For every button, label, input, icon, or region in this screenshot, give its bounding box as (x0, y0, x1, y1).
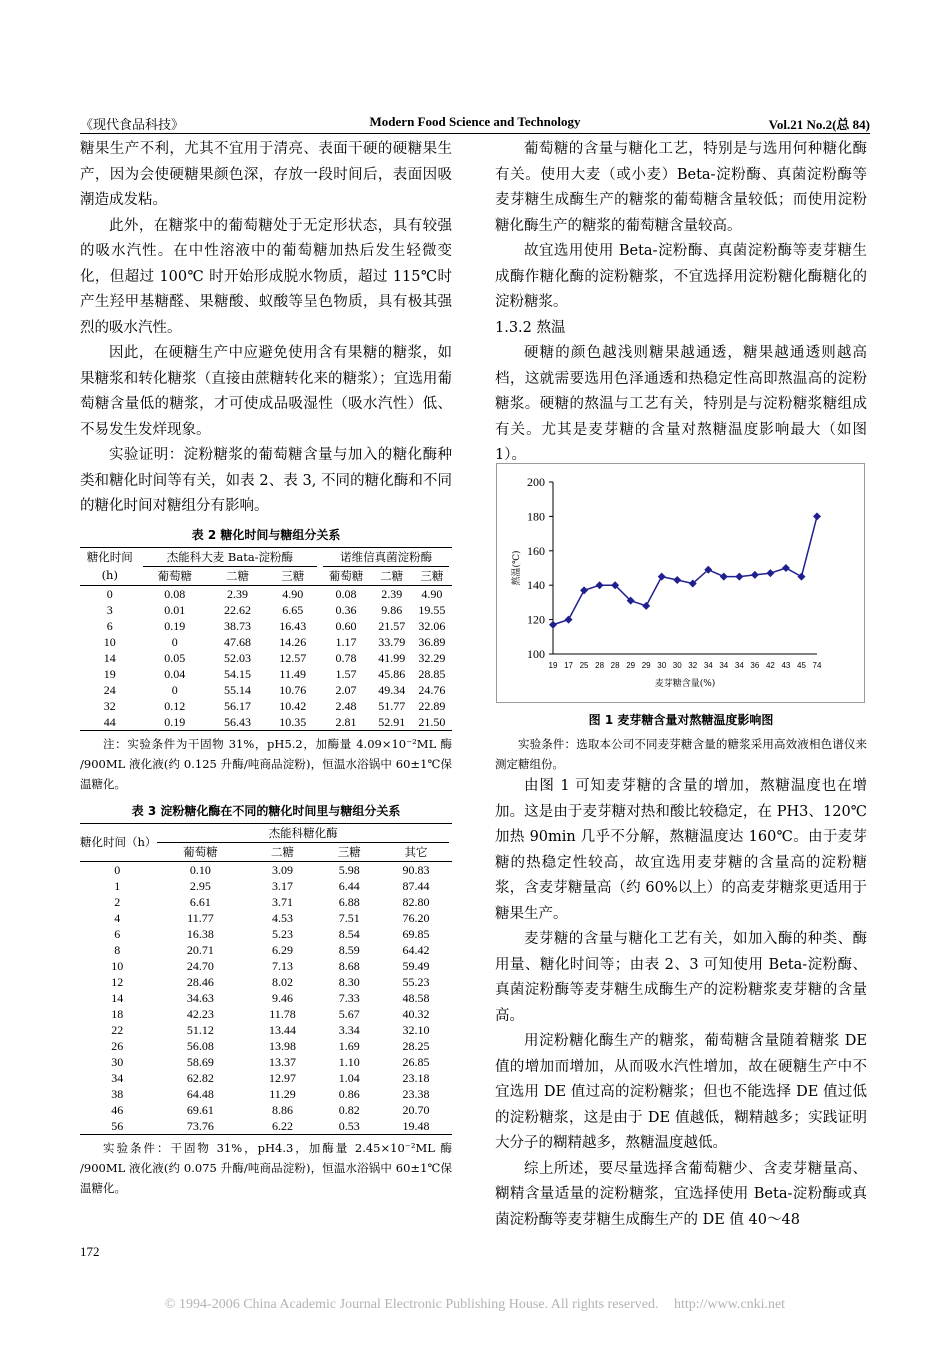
table-cell: 3.17 (272, 878, 293, 893)
table2-group1-header: 杰能科大麦 Bata-淀粉酶 (143, 548, 317, 567)
table-subheader: 三糖 (319, 843, 380, 862)
paragraph: 麦芽糖的含量与糖化工艺有关，如加入酶的种类、酶用量、糖化时间等；由表 2、3 可知使用 Beta-淀粉酶、真菌淀粉酶等麦芽糖生成酶生产的淀粉糖浆麦芽糖的含量高。 (495, 931, 867, 1024)
table-cell: 0.19 (140, 714, 210, 731)
paragraph: 由图 1 可知麦芽糖的含量的增加，熬糖温度也在增加。这是由于麦芽糖对热和酸比较稳定，在 PH3、120℃加热 90min 几乎不分解，熬糖温度达 160℃。由于麦芽糖的热稳定性较高，故宜选用麦芽糖的含量高的淀粉糖浆，含麦芽糖量高（约 60%以上）的高麦芽糖浆更适用于糖果生产。 (495, 778, 867, 922)
x-tick-label: 30 (657, 661, 667, 670)
table2-group2-header: 诺维信真菌淀粉酶 (323, 548, 449, 567)
table-cell: 8 (114, 942, 121, 957)
table-cell: 6.61 (189, 894, 211, 909)
table-cell: 2.95 (189, 878, 211, 893)
table-row (80, 1086, 452, 1102)
table-cell: 12.57 (279, 650, 307, 665)
table-row (80, 990, 452, 1006)
table-cell: 18 (111, 1006, 124, 1021)
table-cell: 1.17 (335, 634, 357, 649)
table-cell: 47.68 (224, 634, 252, 649)
table-row (80, 1038, 452, 1054)
table-cell: 3 (106, 602, 113, 617)
table-cell: 22 (111, 1022, 124, 1037)
table-cell: 28.46 (186, 974, 214, 989)
table-row (80, 714, 452, 731)
table-cell: 38.73 (224, 618, 252, 633)
table-cell: 6.44 (338, 878, 360, 893)
table-cell: 4.53 (272, 910, 293, 925)
table-cell: 10.42 (279, 698, 307, 713)
table-cell: 4.90 (421, 586, 443, 601)
table3 (80, 823, 452, 1135)
data-point (720, 573, 728, 581)
table-cell: 5.23 (272, 926, 293, 941)
y-tick-label: 120 (527, 612, 545, 627)
table-cell: 20.70 (402, 1102, 430, 1117)
figure-1-note: 实验条件：选取本公司不同麦芽糖含量的糖浆采用高效液相色谱仪来测定糖组份。 (495, 737, 867, 771)
data-point (782, 564, 790, 572)
table-row (80, 650, 452, 666)
table-cell: 34 (111, 1070, 124, 1085)
table-cell: 76.20 (402, 910, 430, 925)
table2 (80, 547, 452, 731)
table-cell: 2.07 (335, 682, 357, 697)
table-cell: 48.58 (402, 990, 430, 1005)
table-cell: 11.77 (187, 910, 214, 925)
table-cell: 16.43 (279, 618, 307, 633)
paragraph: 综上所述，要尽量选择含葡萄糖少、含麦芽糖量高、糊精含量适量的淀粉糖浆，宜选择使用 Beta-淀粉酶或真菌淀粉酶等麦芽糖生成酶生产的 DE 值 40～48 (495, 1160, 867, 1228)
y-tick-label: 160 (527, 543, 545, 558)
table-subheader: 三糖 (265, 567, 320, 586)
table-cell: 42.23 (186, 1006, 214, 1021)
table-cell: 13.37 (269, 1054, 296, 1069)
table3-time-header: 糖化时间（h） (80, 823, 154, 861)
table-cell: 0.08 (335, 586, 357, 601)
table-cell: 3.34 (338, 1022, 360, 1037)
table-row (80, 698, 452, 714)
table-cell: 3.71 (272, 894, 293, 909)
table-cell: 36.89 (418, 634, 446, 649)
table-cell: 1.69 (338, 1038, 360, 1053)
table-cell: 1.57 (335, 666, 357, 681)
table-cell: 14.26 (279, 634, 307, 649)
data-point (735, 573, 743, 581)
table-cell: 20.71 (186, 942, 214, 957)
table3-note: 实验条件：干固物 31%，pH4.3，加酶量 2.45×10⁻²ML 酶 /900ML 液化液(约 0.075 升酶/吨商品淀粉)，恒温水浴锅中 60±1℃保温糖化。 (80, 1140, 452, 1195)
table-cell: 24.70 (186, 958, 214, 973)
running-header (80, 114, 870, 134)
table-cell: 44 (80, 714, 140, 731)
table-cell: 69.85 (402, 926, 430, 941)
table-cell: 32.10 (402, 1022, 430, 1037)
table-cell: 7.51 (338, 910, 360, 925)
table-cell: 38 (111, 1086, 124, 1101)
x-tick-label: 32 (688, 661, 698, 670)
table-cell: 52.91 (372, 714, 412, 731)
issue-info: Vol.21 No.2(总 84) (768, 117, 870, 132)
table-cell: 7.13 (272, 958, 293, 973)
table-cell: 0.08 (164, 586, 186, 601)
table-cell: 0.53 (319, 1118, 380, 1135)
table-row (80, 861, 452, 878)
table-cell: 2.81 (320, 714, 371, 731)
x-axis-label: 麦芽糖含量(%) (654, 679, 716, 689)
data-point (673, 576, 681, 584)
table-subheader: 二糖 (246, 843, 318, 862)
table-row (80, 942, 452, 958)
table-cell: 21.57 (378, 618, 406, 633)
table-cell: 6 (106, 618, 113, 633)
table-cell: 6.22 (246, 1118, 318, 1135)
table-cell: 0 (171, 682, 178, 697)
x-tick-label: 42 (765, 661, 775, 670)
table-subheader: 二糖 (372, 567, 412, 586)
table-subheader: 葡萄糖 (320, 567, 371, 586)
table-cell: 32.06 (418, 618, 446, 633)
y-tick-label: 140 (527, 578, 545, 593)
x-tick-label: 36 (750, 661, 760, 670)
x-tick-label: 34 (719, 661, 729, 670)
table-cell: 34.63 (186, 990, 214, 1005)
paragraph: 故宜选用使用 Beta-淀粉酶、真菌淀粉酶等麦芽糖生成酶作糖化酶的淀粉糖浆，不宜选择用淀粉糖化酶糖化的淀粉糖浆。 (495, 243, 867, 310)
table-row (80, 910, 452, 926)
table-cell: 5.98 (338, 862, 360, 877)
table-cell: 8.30 (338, 974, 360, 989)
table-cell: 73.76 (154, 1118, 246, 1135)
paragraph: 葡萄糖的含量与糖化工艺，特别是与选用何种糖化酶有关。使用大麦（或小麦）Beta-淀粉酶、真菌淀粉酶等麦芽糖生成酶生产的糖浆的葡萄糖含量较低；而使用淀粉糖化酶生产的糖浆的葡萄糖含量较高。 (495, 141, 867, 234)
table-cell: 33.79 (378, 634, 406, 649)
left-column (80, 137, 452, 1198)
table-row (80, 1022, 452, 1038)
table-cell: 0 (114, 862, 121, 877)
table-cell: 87.44 (402, 878, 430, 893)
table-subheader: 其它 (380, 843, 452, 862)
table-cell: 56 (80, 1118, 154, 1135)
table-cell: 0.82 (338, 1102, 360, 1117)
table-cell: 6.29 (272, 942, 293, 957)
table-cell: 0 (106, 586, 113, 601)
y-axis-label: 熬温(℃) (512, 550, 522, 586)
table-cell: 58.69 (186, 1054, 214, 1069)
table-cell: 45.86 (378, 666, 406, 681)
table-cell: 55.23 (402, 974, 430, 989)
table-cell: 0.10 (189, 862, 211, 877)
table3-group-header: 杰能科糖化酶 (157, 824, 449, 843)
table-cell: 56.08 (186, 1038, 214, 1053)
table-cell: 0.86 (338, 1086, 360, 1101)
right-column-lower (495, 711, 867, 1233)
table-row (80, 1070, 452, 1086)
table-cell: 14 (103, 650, 116, 665)
table-cell: 46 (111, 1102, 124, 1117)
paragraph: 硬糖的颜色越浅则糖果越通透，糖果越通透则越高档，这就需要选用色泽通透和热稳定性高即熬温高的淀粉糖浆。硬糖的熬温与工艺有关，特别是与淀粉糖浆糖组成有关。尤其是麦芽糖的含量对熬糖温度影响最大（如图 1）。 (495, 345, 867, 463)
table-cell: 12 (111, 974, 124, 989)
data-point (565, 616, 573, 624)
table-cell: 0.19 (164, 618, 186, 633)
table-cell: 0 (171, 634, 178, 649)
table-subheader: 葡萄糖 (154, 843, 246, 862)
table-cell: 6 (114, 926, 121, 941)
table-cell: 8.59 (338, 942, 360, 957)
y-tick-label: 100 (527, 647, 545, 661)
table-subheader: 葡萄糖 (140, 567, 210, 586)
section-heading: 1.3.2 熬温 (495, 319, 566, 336)
table-row (80, 1118, 452, 1135)
table2-note: 注：实验条件为干固物 31%，pH5.2，加酶量 4.09×10⁻²ML 酶 /900ML 液化液(约 0.125 升酶/吨商品淀粉)，恒温水浴锅中 60±1℃保温糖化。 (80, 736, 452, 791)
data-point (549, 621, 557, 629)
paragraph: 因此，在硬糖生产中应避免使用含有果糖的糖浆，如果糖浆和转化糖浆（直接由蔗糖转化来的糖浆）；宜选用葡萄糖含量低的糖浆，才可使成品吸湿性（吸水汽性）低、不易发生发烊现象。 (80, 345, 452, 438)
data-point (596, 581, 604, 589)
table-row (80, 894, 452, 910)
table-cell: 13.44 (269, 1022, 296, 1037)
table2-caption: 表 2 糖化时间与糖组分关系 (191, 527, 341, 542)
x-tick-label: 19 (548, 661, 558, 670)
figure-1-chart (496, 463, 865, 703)
table-cell: 3.09 (272, 862, 293, 877)
right-column (495, 137, 867, 469)
table-cell: 56.43 (210, 714, 265, 731)
table-cell: 82.80 (402, 894, 430, 909)
paragraph: 实验证明：淀粉糖浆的葡萄糖含量与加入的糖化酶种类和糖化时间等有关，如表 2、表 3, 不同的糖化酶和不同的糖化时间对糖组分有影响。 (80, 447, 452, 514)
table-cell: 4.90 (282, 586, 304, 601)
x-tick-label: 34 (734, 661, 744, 670)
table-row (80, 682, 452, 698)
table-cell: 19.55 (418, 602, 446, 617)
table-cell: 1.10 (338, 1054, 360, 1069)
table-cell: 28.25 (402, 1038, 430, 1053)
table-subheader: 二糖 (210, 567, 265, 586)
table-cell: 8.02 (272, 974, 293, 989)
table-row (80, 602, 452, 618)
table-cell: 30 (111, 1054, 124, 1069)
table-cell: 5.67 (338, 1006, 360, 1021)
table-cell: 10.35 (265, 714, 320, 731)
table-cell: 6.88 (338, 894, 360, 909)
table-cell: 24.76 (418, 682, 446, 697)
table-cell: 14 (111, 990, 124, 1005)
y-tick-label: 180 (527, 509, 545, 524)
table-cell: 8.86 (272, 1102, 293, 1117)
table-cell: 55.14 (224, 682, 252, 697)
x-tick-label: 17 (564, 661, 573, 670)
paragraph: 用淀粉糖化酶生产的糖浆，葡萄糖含量随着糖浆 DE 值的增加而增加，从而吸水汽性增加，故在硬糖生产中不宜选用 DE 值过高的淀粉糖浆；但也不能选择 DE 值过低的淀粉糖浆，这是由于 DE 值越低，糊精越多；实践证明大分子的糊精越多，熬糖温度越低。 (495, 1033, 867, 1151)
table-cell: 0.36 (335, 602, 357, 617)
table-cell: 11.49 (279, 666, 306, 681)
copyright-notice: © 1994-2006 China Academic Journal Electronic Publishing House. All rights reserved. (164, 1297, 659, 1312)
table-cell: 9.86 (381, 602, 403, 617)
x-tick-label: 29 (641, 661, 651, 670)
x-tick-label: 30 (672, 661, 682, 670)
paragraph: 糖果生产不利，尤其不宜用于清亮、表面干硬的硬糖果生产，因为会使硬糖果颜色深，存放一段时间后，表面因吸潮造成发粘。 (80, 141, 452, 208)
table-cell: 9.46 (272, 990, 293, 1005)
table-cell: 2.39 (227, 586, 249, 601)
series-line (553, 516, 817, 624)
table-cell: 56.17 (224, 698, 252, 713)
data-point (642, 602, 650, 610)
table-cell: 32.29 (418, 650, 446, 665)
table-cell: 0.60 (335, 618, 357, 633)
footer-url[interactable]: http://www.cnki.net (673, 1297, 786, 1312)
table-cell: 1.04 (338, 1070, 360, 1085)
table-cell: 32 (103, 698, 116, 713)
x-tick-label: 45 (797, 661, 806, 670)
table-cell: 11.29 (269, 1086, 296, 1101)
x-tick-label: 34 (703, 661, 713, 670)
table-cell: 22.62 (224, 602, 252, 617)
table-cell: 10 (111, 958, 124, 973)
table-cell: 54.15 (224, 666, 252, 681)
x-tick-label: 28 (595, 661, 605, 670)
data-point (751, 571, 759, 579)
table-row (80, 1006, 452, 1022)
table-cell: 26.85 (402, 1054, 430, 1069)
data-point (766, 569, 774, 577)
chart-svg (497, 464, 864, 702)
table2-time-header: 糖化时间(h) (80, 547, 140, 585)
table-cell: 28.85 (418, 666, 446, 681)
table-cell: 90.83 (402, 862, 430, 877)
table-cell: 0.12 (164, 698, 186, 713)
table-cell: 8.54 (338, 926, 360, 941)
table-cell: 62.82 (186, 1070, 214, 1085)
table-cell: 13.98 (269, 1038, 296, 1053)
table-cell: 0.05 (164, 650, 186, 665)
x-tick-label: 29 (626, 661, 636, 670)
x-tick-label: 74 (812, 661, 822, 670)
table-row (80, 666, 452, 682)
table-cell: 52.03 (224, 650, 252, 665)
table-cell: 64.48 (186, 1086, 214, 1101)
header-rule (80, 133, 870, 134)
table-row (80, 1102, 452, 1118)
table-cell: 59.49 (402, 958, 430, 973)
table-cell: 7.33 (338, 990, 360, 1005)
table-subheader: 三糖 (412, 567, 452, 586)
y-tick-label: 200 (527, 475, 545, 489)
data-point (813, 512, 821, 520)
table-row (80, 958, 452, 974)
table-cell: 0.04 (164, 666, 186, 681)
table-row (80, 1054, 452, 1070)
table-cell: 51.77 (378, 698, 406, 713)
figure-1-caption: 图 1 麦芽糖含量对熬糖温度影响图 (588, 713, 774, 727)
table-row (80, 926, 452, 942)
table-row (80, 585, 452, 602)
table-row (80, 974, 452, 990)
table-cell: 22.89 (418, 698, 446, 713)
table-row (80, 878, 452, 894)
table-cell: 19.48 (380, 1118, 452, 1135)
table-cell: 10 (103, 634, 116, 649)
x-tick-label: 43 (781, 661, 791, 670)
table-cell: 69.61 (186, 1102, 214, 1117)
table-cell: 16.38 (186, 926, 214, 941)
table-cell: 51.12 (186, 1022, 214, 1037)
table-cell: 4 (114, 910, 121, 925)
table-cell: 11.78 (269, 1006, 296, 1021)
table-cell: 49.34 (378, 682, 406, 697)
table-row (80, 634, 452, 650)
table3-caption: 表 3 淀粉糖化酶在不同的糖化时间里与糖组分关系 (131, 803, 401, 818)
table-cell: 1 (114, 878, 121, 893)
journal-name-cn: 《现代食品科技》 (80, 118, 185, 133)
table-cell: 24 (103, 682, 116, 697)
table-cell: 40.32 (402, 1006, 430, 1021)
table-cell: 64.42 (402, 942, 430, 957)
table-cell: 26 (111, 1038, 124, 1053)
table-cell: 2 (114, 894, 121, 909)
table-cell: 0.01 (164, 602, 186, 617)
data-point (658, 573, 666, 581)
table-cell: 10.76 (279, 682, 307, 697)
paragraph: 此外，在糖浆中的葡萄糖处于无定形状态，具有较强的吸水汽性。在中性溶液中的葡萄糖加热后发生轻微变化，但超过 100℃ 时开始形成脱水物质，超过 115℃时产生羟甲基糖醛、果糖酸、蚁酸等呈色物质，具有极其强烈的吸水汽性。 (80, 217, 452, 336)
data-point (580, 586, 588, 594)
table-cell: 23.38 (402, 1086, 430, 1101)
table-cell: 2.39 (381, 586, 403, 601)
footer (0, 1297, 950, 1313)
x-tick-label: 25 (579, 661, 589, 670)
table-cell: 6.65 (282, 602, 304, 617)
table-cell: 8.68 (338, 958, 360, 973)
table-cell: 21.50 (412, 714, 452, 731)
table-cell: 23.18 (402, 1070, 430, 1085)
x-tick-label: 28 (610, 661, 620, 670)
data-point (797, 573, 805, 581)
table-cell: 0.78 (335, 650, 357, 665)
journal-name-en: Modern Food Science and Technology (369, 114, 581, 129)
table-cell: 41.99 (378, 650, 406, 665)
table-row (80, 618, 452, 634)
table-cell: 19 (103, 666, 116, 681)
table-cell: 12.97 (269, 1070, 296, 1085)
table-cell: 2.48 (335, 698, 357, 713)
page-number: 172 (80, 1244, 100, 1259)
